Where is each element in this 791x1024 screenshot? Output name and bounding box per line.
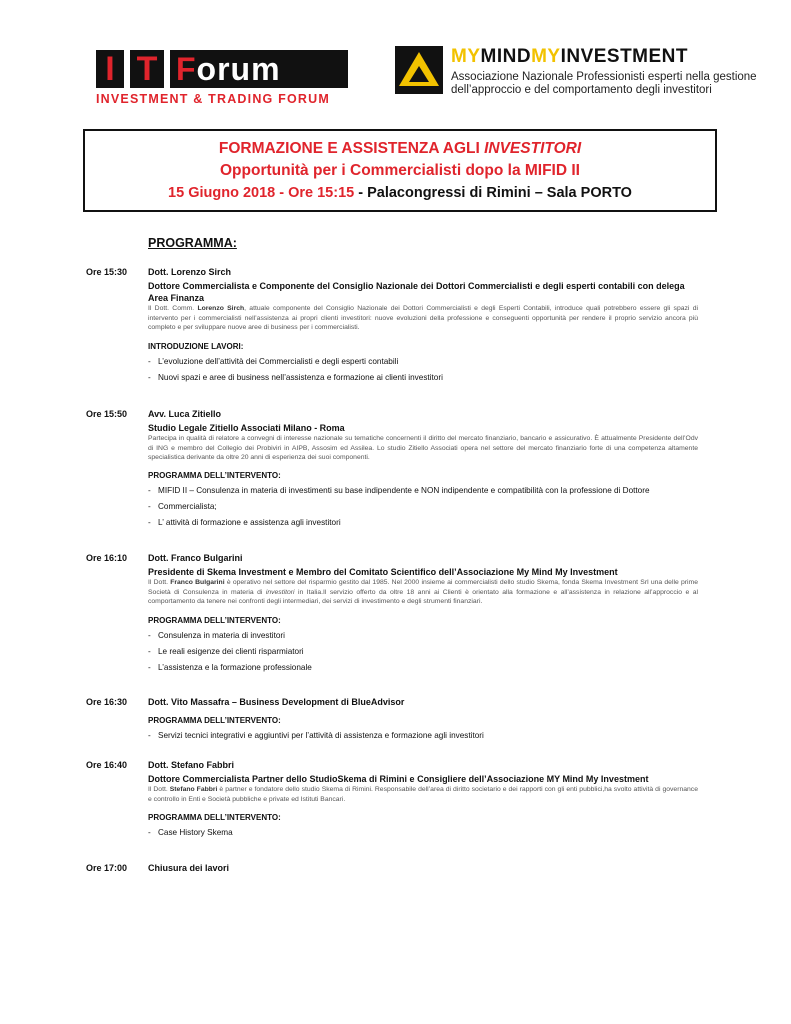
list-item: - Case History Skema — [148, 825, 698, 841]
list-item: - Consulenza in materia di investitori — [148, 628, 698, 644]
event-subtitle: Opportunità per i Commercialisti dopo la MIFID II — [220, 162, 580, 179]
bio-name: Stefano Fabbri — [169, 786, 218, 793]
event-header-box — [83, 129, 717, 212]
slot-speaker: Dott. Franco Bulgarini — [148, 553, 243, 563]
bio-part: Il Dott. Comm. — [148, 305, 198, 312]
slot-role: Studio Legale Zitiello Associati Milano - Roma — [148, 423, 345, 433]
slot-speaker: Dott. Lorenzo Sirch — [148, 267, 231, 277]
slot-time: Ore 17:00 — [86, 863, 128, 873]
slot-bio — [148, 304, 698, 333]
bio-name: Franco Bulgarini — [170, 579, 225, 586]
itforum-logo-forum — [170, 50, 348, 88]
itforum-logo-f: F — [176, 51, 197, 87]
slot-speaker: Avv. Luca Zitiello — [148, 409, 222, 419]
slot-section-title: PROGRAMMA DELL’INTERVENTO: — [148, 615, 281, 625]
slot-bio — [148, 785, 698, 804]
slot-items — [148, 354, 698, 386]
list-item: - L’evoluzione dell’attività dei Commercialisti e degli esperti contabili — [148, 354, 698, 370]
slot-items — [148, 483, 698, 531]
list-item: - L’assistenza e la formazione professionale — [148, 660, 698, 676]
mmmi-mind: MIND — [480, 46, 532, 67]
mmmi-my-2: MY — [531, 46, 561, 67]
slot-content — [148, 862, 698, 874]
list-item: - Nuovi spazi e aree di business nell’assistenza e formazione ai clienti investitori — [148, 370, 698, 386]
slot-section-title: PROGRAMMA DELL’INTERVENTO: — [148, 716, 281, 725]
event-title-italic: INVESTITORI — [484, 140, 582, 157]
list-item-continuation — [148, 499, 698, 515]
mmmi-investment: INVESTMENT — [560, 46, 689, 67]
bio-part: , attuale componente del Consiglio Nazionale dei Dottori Commercialisti e degli Esperti Contabili, introduce quali potrebbero essere gli spazi di intervento per i commercialisti nell’assistenza ai propri clienti investitori: nuove evoluzioni della professione e conseguenti opportunità per rendere il proprio servizio ancora più completo e per sviluppare nuove aree di business per i commercialisti. — [148, 305, 698, 331]
bio-italic: investitori — [265, 588, 295, 596]
slot-time: Ore 16:40 — [86, 760, 128, 770]
list-item-continuation-text: - Commercialista; — [158, 501, 217, 511]
bio-part: in Italia.Il servizio offerto da oltre 18 anni ai Clienti è orientato alla formazione e all’assistenza in relazione all’approccio e al comportamento da tenere nei confronti degli intermediari, dei servizi di investimento e degli strumenti finanziari. — [148, 588, 698, 605]
mymindmyinvestment-triangle-icon — [395, 46, 443, 94]
slot-content — [148, 759, 698, 841]
mmmi-desc-line-1: Associazione Nazionale Professionisti esperti nella gestione — [451, 71, 757, 83]
mymindmyinvestment-title — [451, 46, 688, 68]
slot-content — [148, 408, 698, 531]
slot-speaker: Chiusura dei lavori — [148, 863, 230, 873]
list-item: - MIFID II – Consulenza in materia di investimenti su base indipendente e NON indipendente e compatibilità con la professione di Dottore — [148, 483, 698, 499]
slot-time: Ore 16:30 — [86, 697, 128, 707]
bio-part: Il Dott. — [148, 579, 171, 586]
slot-time: Ore 16:10 — [86, 553, 128, 563]
itforum-logo-orum: orum — [196, 51, 281, 87]
slot-content — [148, 266, 698, 386]
event-venue: - Palacongressi di Rimini – Sala PORTO — [354, 185, 632, 201]
slot-items — [148, 628, 698, 676]
slot-role: Dottore Commercialista Partner dello StudioSkema di Rimini e Consigliere dell’Associazione MY Mind My Investment — [148, 774, 649, 784]
bio-name: Lorenzo Sirch — [197, 305, 245, 312]
bio-part: è partner e fondatore dello studio Skema di Rimini. Responsabile dell’area di diritto societario e dei rapporti con gli enti pubblici,ha svolto attività di governance e controllo in Enti e Società pubbliche e private ed Istituti Bancari. — [148, 786, 698, 803]
slot-time: Ore 15:30 — [86, 267, 128, 277]
bio-part: è operativo nel settore del risparmio gestito dal 1985. Nel 2000 insieme ai commercialisti dello studio Skema, fonda Skema Investment Srl una delle prime Società di Consulenza in materia di — [148, 579, 698, 596]
mymindmyinvestment-description — [451, 71, 757, 97]
itforum-logo — [96, 50, 348, 108]
slot-section-title: INTRODUZIONE LAVORI: — [148, 341, 244, 351]
itforum-subtitle: INVESTMENT & TRADING FORUM — [96, 92, 330, 106]
slot-time: Ore 15:50 — [86, 409, 128, 419]
slot-section-title: PROGRAMMA DELL’INTERVENTO: — [148, 470, 281, 480]
event-title — [85, 138, 715, 160]
itforum-logo-i: I — [96, 50, 124, 88]
mmmi-desc-line-2: dell’approccio e del comportamento degli investitori — [451, 84, 712, 96]
event-date: 15 Giugno 2018 - Ore 15:15 — [168, 185, 355, 201]
slot-bio — [148, 578, 698, 607]
slot-section-title: PROGRAMMA DELL’INTERVENTO: — [148, 813, 281, 822]
slot-role: Presidente di Skema Investment e Membro del Comitato Scientifico dell’Associazione My Mind My Investment — [148, 567, 618, 577]
event-date-venue — [85, 182, 715, 204]
event-title-main: FORMAZIONE E ASSISTENZA AGLI — [218, 140, 485, 157]
mymindmyinvestment-logo — [395, 46, 757, 106]
slot-speaker: Dott. Vito Massafra – Business Development di BlueAdvisor — [148, 697, 405, 707]
slot-content — [148, 552, 698, 676]
list-item: - Le reali esigenze dei clienti risparmiatori — [148, 644, 698, 660]
slot-items — [148, 728, 698, 744]
slot-speaker: Dott. Stefano Fabbri — [148, 760, 234, 770]
slot-bio: Partecipa in qualità di relatore a convegni di interesse nazionale su tematiche concernenti il diritto del mercato finanziario, bancario e assicurativo. È attualmente Presidente dell’Odv di ING e membro del Collegio dei Probiviri in AIPB, Assosim ed Assilea. Lo studio Zitiello Associati opera nel settore del mercato finanziario forte di una competenza altamente specialistica derivante da oltre 20 anni di esperienza dei suoi componenti. — [148, 435, 698, 461]
slot-content — [148, 696, 698, 744]
list-item: - L’ attività di formazione e assistenza agli investitori — [148, 515, 698, 531]
slot-role: Dottore Commercialista e Componente del Consiglio Nazionale dei Dottori Commercialisti e degli esperti contabili con delega Area Finanza — [148, 281, 685, 303]
list-item: - Servizi tecnici integrativi e aggiuntivi per l’attività di assistenza e formazione agli investitori — [148, 728, 698, 744]
program-title: PROGRAMMA: — [148, 236, 237, 250]
bio-part: Il Dott. — [148, 786, 170, 793]
itforum-logo-t: T — [130, 50, 164, 88]
slot-items — [148, 825, 698, 841]
mmmi-my-1: MY — [451, 46, 481, 67]
